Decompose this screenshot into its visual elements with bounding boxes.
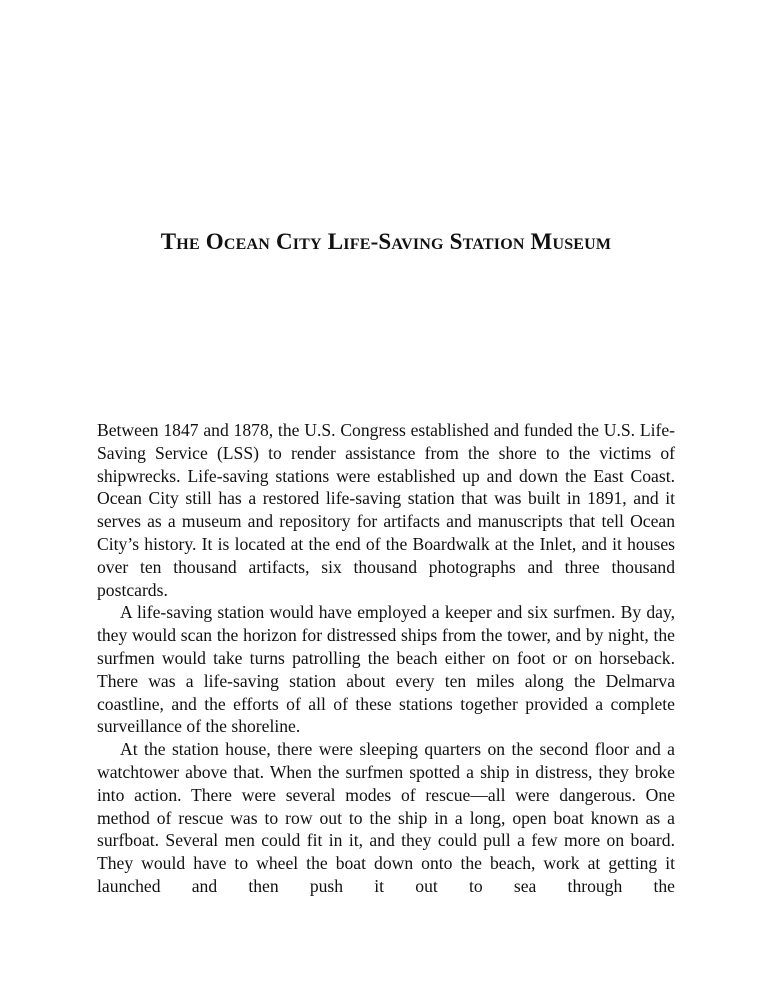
chapter-title: The Ocean City Life-Saving Station Museum [160, 229, 612, 254]
body-text [97, 419, 675, 898]
paragraph-3: At the station house, there were sleeping quarters on the second floor and a watchtower above that. When the surfmen spotted a ship in distress, they broke into action. There were several modes of rescue—all were dangerous. One method of rescue was to row out to the ship in a long, open boat known as a surfboat. Several men could fit in it, and they could pull a few more on board. They would have to wheel the boat down onto the beach, work at getting it launched and then push it out to sea through the [97, 739, 675, 896]
paragraph-2: A life-saving station would have employed a keeper and six surfmen. By day, they would scan the horizon for distressed ships from the tower, and by night, the surfmen would take turns patrolling the beach either on foot or on horseback. There was a life-saving station about every ten miles along the Delmarva coastline, and the efforts of all of these stations together provided a complete surveillance of the shoreline. [97, 602, 675, 737]
paragraph-1: Between 1847 and 1878, the U.S. Congress established and funded the U.S. Life-Saving Service (LSS) to render assistance from the shore to the victims of shipwrecks. Life-saving stations were established up and down the East Coast. Ocean City still has a restored life-saving station that was built in 1891, and it serves as a museum and repository for artifacts and manuscripts that tell Ocean City’s history. It is located at the end of the Boardwalk at the Inlet, and it houses over ten thousand artifacts, six thousand photographs and three thousand postcards. [97, 420, 675, 600]
